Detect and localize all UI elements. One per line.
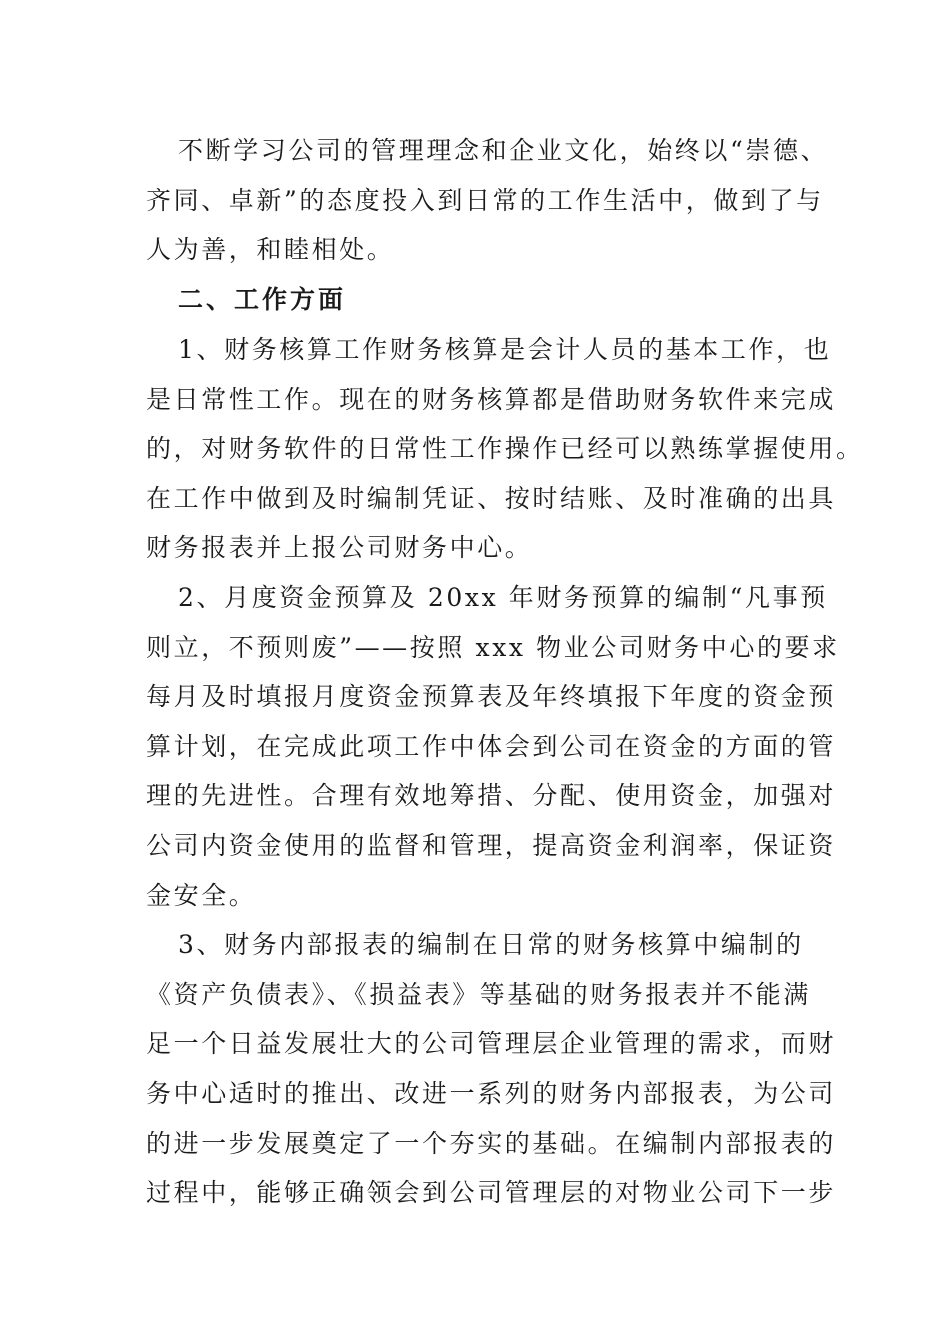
paragraph-line: 的进一步发展奠定了一个夯实的基础。在编制内部报表的 <box>146 1129 837 1158</box>
paragraph-line: 的，对财务软件的日常性工作操作已经可以熟练掌握使用。 <box>146 434 864 463</box>
paragraph-line: 算计划，在完成此项工作中体会到公司在资金的方面的管 <box>146 732 837 761</box>
section-heading: 二、工作方面 <box>178 285 347 314</box>
paragraph-line: 过程中，能够正确领会到公司管理层的对物业公司下一步 <box>146 1178 837 1207</box>
paragraph-line: 则立，不预则废”——按照 xxx 物业公司财务中心的要求 <box>146 633 840 662</box>
paragraph-line: 金安全。 <box>146 881 257 910</box>
paragraph-line: 在工作中做到及时编制凭证、按时结账、及时准确的出具 <box>146 484 837 513</box>
paragraph-line: 人为善，和睦相处。 <box>146 235 395 264</box>
paragraph-line: 是日常性工作。现在的财务核算都是借助财务软件来完成 <box>146 385 837 414</box>
paragraph-line: 2、月度资金预算及 20xx 年财务预算的编制“凡事预 <box>178 583 828 612</box>
paragraph-line: 务中心适时的推出、改进一系列的财务内部报表，为公司 <box>146 1079 837 1108</box>
paragraph-line: 公司内资金使用的监督和管理，提高资金利润率，保证资 <box>146 831 837 860</box>
paragraph-line: 1、财务核算工作财务核算是会计人员的基本工作，也 <box>178 335 832 364</box>
paragraph-line: 每月及时填报月度资金预算表及年终填报下年度的资金预 <box>146 682 837 711</box>
paragraph-line: 足一个日益发展壮大的公司管理层企业管理的需求，而财 <box>146 1029 837 1058</box>
paragraph-line: 3、财务内部报表的编制在日常的财务核算中编制的 <box>178 930 804 959</box>
paragraph-line: 《资产负债表》、《损益表》等基础的财务报表并不能满 <box>146 980 812 1009</box>
paragraph-line: 理的先进性。合理有效地筹措、分配、使用资金，加强对 <box>146 781 837 810</box>
paragraph-line: 财务报表并上报公司财务中心。 <box>146 533 533 562</box>
paragraph-line: 齐同、卓新”的态度投入到日常的工作生活中，做到了与 <box>146 186 824 215</box>
paragraph-line: 不断学习公司的管理理念和企业文化，始终以“崇德、 <box>178 136 829 165</box>
